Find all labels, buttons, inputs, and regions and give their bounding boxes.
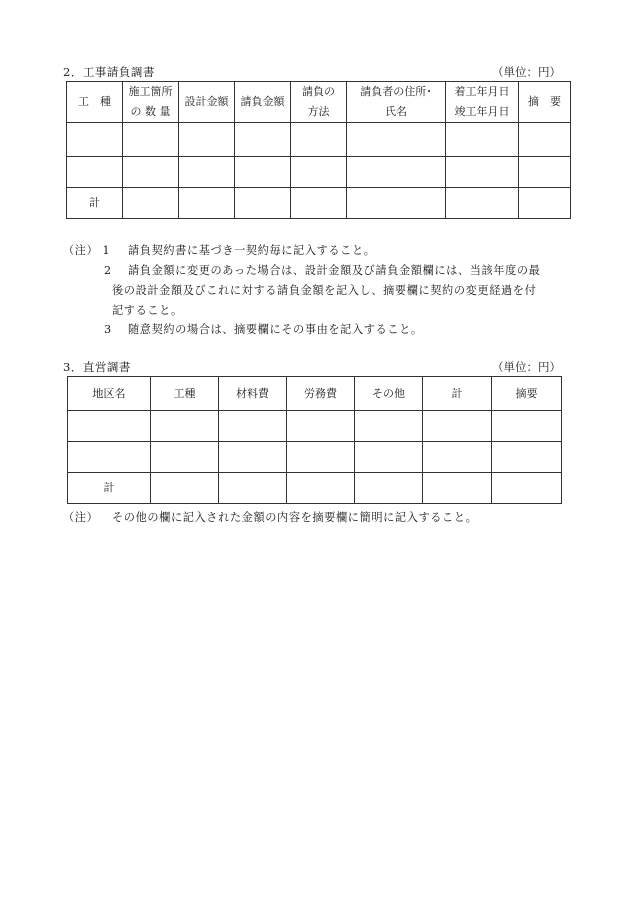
total-row	[67, 188, 571, 219]
note-2-text-line3: 記すること。	[112, 304, 183, 317]
header-other: その他	[355, 377, 423, 411]
header-work-type: 工 種	[67, 82, 123, 123]
note-3-text: 随意契約の場合は、摘要欄にその事由を記入すること。	[128, 323, 423, 336]
section3-unit-label: （単位：円）	[492, 360, 561, 374]
direct-work-table	[67, 376, 562, 504]
header-start-completion-dates: 着工年月日 竣工年月日	[446, 82, 519, 123]
note-3-number: 3	[104, 323, 112, 336]
header-design-amount: 設計金額	[179, 82, 235, 123]
section3-note-heading: （注）	[63, 511, 99, 524]
note-2-text-line2: 後の設計金額及びこれに対する請負金額を記入し、摘要欄に契約の変更経過を付	[112, 284, 537, 297]
header-contract-amount: 請負金額	[235, 82, 291, 123]
contract-survey-table	[66, 81, 571, 219]
total-label: 計	[68, 473, 151, 504]
table-row	[68, 411, 562, 442]
table-row	[67, 157, 571, 188]
total-row	[68, 473, 562, 504]
header-remarks: 摘 要	[519, 82, 571, 123]
total-label: 計	[67, 188, 123, 219]
section3-title: 3．直営調書	[63, 360, 131, 374]
header-work-type: 工種	[151, 377, 219, 411]
header-remarks: 摘要	[492, 377, 562, 411]
table-header-row	[68, 377, 562, 411]
notes-heading: （注） 1	[63, 244, 111, 257]
section3-note-text: その他の欄に記入された金額の内容を摘要欄に簡明に記入すること。	[112, 511, 478, 524]
section2-unit-label: （単位：円）	[492, 65, 561, 79]
header-district-name: 地区名	[68, 377, 151, 411]
header-material-cost: 材料費	[219, 377, 287, 411]
note-2-number: 2	[104, 264, 112, 277]
table-row	[68, 442, 562, 473]
header-contract-method: 請負の 方法	[291, 82, 347, 123]
table-header-row	[67, 82, 571, 123]
section2-title: 2．工事請負調書	[63, 65, 155, 79]
note-1-text: 請負契約書に基づき一契約毎に記入すること。	[128, 244, 376, 257]
header-labor-cost: 労務費	[287, 377, 355, 411]
note-2-text-line1: 請負金額に変更のあった場合は、設計金額及び請負金額欄には、当該年度の最	[128, 264, 541, 277]
header-location-quantity: 施工箇所 の 数 量	[123, 82, 179, 123]
header-contractor-address-name: 請負者の住所･ 氏名	[347, 82, 446, 123]
header-total: 計	[423, 377, 492, 411]
table-row	[67, 123, 571, 157]
